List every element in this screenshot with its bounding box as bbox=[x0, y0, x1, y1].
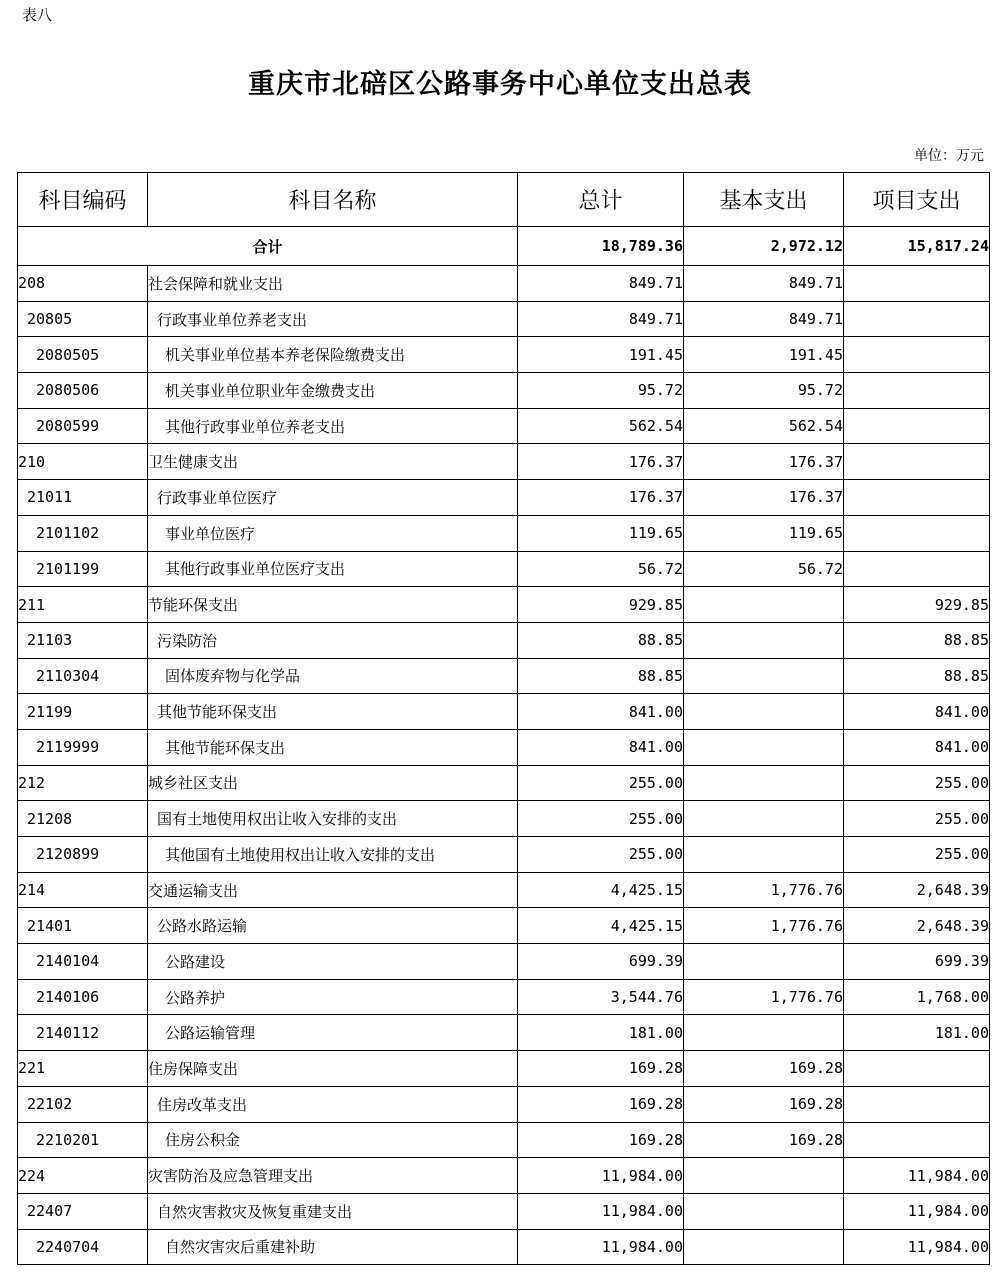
column-header-project: 项目支出 bbox=[844, 173, 990, 227]
row-project bbox=[844, 480, 990, 516]
row-code-text: 2080505 bbox=[36, 345, 100, 364]
row-basic bbox=[684, 1158, 844, 1194]
row-total: 191.45 bbox=[518, 337, 684, 373]
row-name bbox=[148, 908, 518, 944]
row-project: 255.00 bbox=[844, 801, 990, 837]
row-total: 95.72 bbox=[518, 373, 684, 409]
row-code-text: 2240704 bbox=[36, 1237, 100, 1256]
table-row bbox=[18, 301, 990, 337]
row-name bbox=[148, 1158, 518, 1194]
row-name-text: 住房保障支出 bbox=[148, 1059, 239, 1078]
row-code bbox=[18, 1051, 148, 1087]
row-code-text: 21199 bbox=[27, 702, 73, 721]
row-name bbox=[148, 801, 518, 837]
row-name bbox=[148, 765, 518, 801]
table-row bbox=[18, 765, 990, 801]
total-label: 合计 bbox=[18, 227, 518, 266]
row-name-text: 住房公积金 bbox=[165, 1131, 241, 1150]
row-code bbox=[18, 337, 148, 373]
row-basic bbox=[684, 944, 844, 980]
row-project bbox=[844, 515, 990, 551]
row-basic: 176.37 bbox=[684, 444, 844, 480]
row-code bbox=[18, 1015, 148, 1051]
column-header-total: 总计 bbox=[518, 173, 684, 227]
row-name-text: 其他节能环保支出 bbox=[157, 703, 278, 722]
row-name-text: 城乡社区支出 bbox=[148, 774, 239, 793]
row-code-text: 224 bbox=[18, 1166, 46, 1185]
row-code-text: 2120899 bbox=[36, 845, 100, 864]
row-code-text: 2080506 bbox=[36, 381, 100, 400]
row-total: 169.28 bbox=[518, 1051, 684, 1087]
row-name bbox=[148, 837, 518, 873]
row-code bbox=[18, 729, 148, 765]
table-row bbox=[18, 622, 990, 658]
column-header-basic: 基本支出 bbox=[684, 173, 844, 227]
row-code bbox=[18, 979, 148, 1015]
row-name-text: 其他行政事业单位养老支出 bbox=[165, 417, 346, 436]
row-total: 88.85 bbox=[518, 622, 684, 658]
row-total: 3,544.76 bbox=[518, 979, 684, 1015]
table-row bbox=[18, 551, 990, 587]
row-project: 88.85 bbox=[844, 622, 990, 658]
row-project bbox=[844, 444, 990, 480]
row-name bbox=[148, 944, 518, 980]
row-project: 2,648.39 bbox=[844, 872, 990, 908]
row-code bbox=[18, 658, 148, 694]
row-code bbox=[18, 551, 148, 587]
row-project: 255.00 bbox=[844, 837, 990, 873]
table-row bbox=[18, 729, 990, 765]
row-total: 841.00 bbox=[518, 729, 684, 765]
row-code bbox=[18, 444, 148, 480]
table-number-label: 表八 bbox=[22, 6, 53, 24]
page-title: 重庆市北碚区公路事务中心单位支出总表 bbox=[248, 69, 752, 100]
row-basic bbox=[684, 729, 844, 765]
row-total: 176.37 bbox=[518, 480, 684, 516]
row-name-text: 固体废弃物与化学品 bbox=[165, 667, 301, 686]
row-name-text: 卫生健康支出 bbox=[148, 453, 239, 472]
unit-label: 单位：万元 bbox=[914, 148, 984, 164]
row-name bbox=[148, 729, 518, 765]
row-basic: 562.54 bbox=[684, 408, 844, 444]
row-basic: 849.71 bbox=[684, 266, 844, 302]
row-basic: 1,776.76 bbox=[684, 908, 844, 944]
row-basic bbox=[684, 694, 844, 730]
row-code-text: 212 bbox=[18, 773, 46, 792]
row-name bbox=[148, 373, 518, 409]
row-name-text: 公路运输管理 bbox=[165, 1024, 256, 1043]
row-name-text: 事业单位医疗 bbox=[165, 524, 256, 543]
row-name-text: 污染防治 bbox=[157, 631, 218, 650]
row-code-text: 2101102 bbox=[36, 524, 100, 543]
row-total: 11,984.00 bbox=[518, 1158, 684, 1194]
row-code bbox=[18, 515, 148, 551]
row-code-text: 22407 bbox=[27, 1202, 73, 1221]
row-code bbox=[18, 408, 148, 444]
row-basic: 1,776.76 bbox=[684, 872, 844, 908]
row-project bbox=[844, 266, 990, 302]
row-code-text: 2101199 bbox=[36, 559, 100, 578]
row-name bbox=[148, 658, 518, 694]
row-project: 2,648.39 bbox=[844, 908, 990, 944]
row-code-text: 2210201 bbox=[36, 1130, 100, 1149]
table-row bbox=[18, 658, 990, 694]
row-basic bbox=[684, 622, 844, 658]
row-total: 841.00 bbox=[518, 694, 684, 730]
row-project: 88.85 bbox=[844, 658, 990, 694]
row-code-text: 221 bbox=[18, 1059, 46, 1078]
row-basic bbox=[684, 837, 844, 873]
row-project bbox=[844, 1122, 990, 1158]
table-row bbox=[18, 1015, 990, 1051]
table-row bbox=[18, 373, 990, 409]
row-project bbox=[844, 551, 990, 587]
table-row bbox=[18, 694, 990, 730]
expenditure-table bbox=[17, 172, 990, 1265]
row-name bbox=[148, 551, 518, 587]
row-code bbox=[18, 480, 148, 516]
row-project bbox=[844, 373, 990, 409]
row-name-text: 其他行政事业单位医疗支出 bbox=[165, 560, 346, 579]
table-row bbox=[18, 515, 990, 551]
row-basic bbox=[684, 1229, 844, 1265]
row-basic bbox=[684, 801, 844, 837]
row-project: 11,984.00 bbox=[844, 1193, 990, 1229]
row-code bbox=[18, 908, 148, 944]
row-name bbox=[148, 337, 518, 373]
row-basic bbox=[684, 1015, 844, 1051]
row-name bbox=[148, 1051, 518, 1087]
table-row bbox=[18, 587, 990, 623]
row-code-text: 2140104 bbox=[36, 952, 100, 971]
total-basic: 2,972.12 bbox=[684, 227, 844, 266]
row-project: 929.85 bbox=[844, 587, 990, 623]
row-code bbox=[18, 1122, 148, 1158]
table-row bbox=[18, 266, 990, 302]
row-code bbox=[18, 694, 148, 730]
table-row bbox=[18, 1051, 990, 1087]
row-name bbox=[148, 694, 518, 730]
row-name-text: 交通运输支出 bbox=[148, 881, 239, 900]
row-name-text: 公路养护 bbox=[165, 988, 226, 1007]
row-total: 11,984.00 bbox=[518, 1193, 684, 1229]
row-name bbox=[148, 1193, 518, 1229]
total-sum: 18,789.36 bbox=[518, 227, 684, 266]
row-name-text: 公路水路运输 bbox=[157, 917, 248, 936]
row-code-text: 2140112 bbox=[36, 1023, 100, 1042]
row-basic: 169.28 bbox=[684, 1122, 844, 1158]
row-code bbox=[18, 765, 148, 801]
row-total: 56.72 bbox=[518, 551, 684, 587]
row-code bbox=[18, 1193, 148, 1229]
row-name-text: 国有土地使用权出让收入安排的支出 bbox=[157, 810, 398, 829]
row-name bbox=[148, 408, 518, 444]
row-basic: 56.72 bbox=[684, 551, 844, 587]
row-basic: 169.28 bbox=[684, 1086, 844, 1122]
row-basic: 176.37 bbox=[684, 480, 844, 516]
row-name bbox=[148, 872, 518, 908]
row-project: 11,984.00 bbox=[844, 1158, 990, 1194]
table-row bbox=[18, 801, 990, 837]
row-total: 255.00 bbox=[518, 801, 684, 837]
row-basic: 119.65 bbox=[684, 515, 844, 551]
row-project bbox=[844, 1086, 990, 1122]
row-code bbox=[18, 373, 148, 409]
row-project: 255.00 bbox=[844, 765, 990, 801]
row-name-text: 自然灾害灾后重建补助 bbox=[165, 1238, 316, 1257]
row-name bbox=[148, 266, 518, 302]
row-code bbox=[18, 266, 148, 302]
table-row bbox=[18, 1086, 990, 1122]
row-total: 11,984.00 bbox=[518, 1229, 684, 1265]
row-code-text: 20805 bbox=[27, 310, 73, 329]
table-row bbox=[18, 444, 990, 480]
row-code-text: 21208 bbox=[27, 809, 73, 828]
row-total: 929.85 bbox=[518, 587, 684, 623]
row-basic: 1,776.76 bbox=[684, 979, 844, 1015]
row-name-text: 社会保障和就业支出 bbox=[148, 274, 284, 293]
row-total: 4,425.15 bbox=[518, 872, 684, 908]
row-name-text: 节能环保支出 bbox=[148, 596, 239, 615]
row-code bbox=[18, 872, 148, 908]
row-project: 181.00 bbox=[844, 1015, 990, 1051]
header-row bbox=[18, 173, 990, 227]
row-name bbox=[148, 622, 518, 658]
row-project bbox=[844, 408, 990, 444]
row-project: 1,768.00 bbox=[844, 979, 990, 1015]
row-name bbox=[148, 587, 518, 623]
row-project bbox=[844, 301, 990, 337]
row-basic bbox=[684, 1193, 844, 1229]
row-total: 176.37 bbox=[518, 444, 684, 480]
row-basic: 95.72 bbox=[684, 373, 844, 409]
row-project bbox=[844, 337, 990, 373]
row-code bbox=[18, 1158, 148, 1194]
row-code bbox=[18, 622, 148, 658]
row-code bbox=[18, 1229, 148, 1265]
row-code-text: 208 bbox=[18, 274, 46, 293]
table-row bbox=[18, 944, 990, 980]
column-header-code: 科目编码 bbox=[18, 173, 148, 227]
table-row bbox=[18, 837, 990, 873]
row-code bbox=[18, 801, 148, 837]
row-code-text: 214 bbox=[18, 881, 46, 900]
row-name bbox=[148, 444, 518, 480]
row-name-text: 公路建设 bbox=[165, 952, 226, 971]
row-project: 11,984.00 bbox=[844, 1229, 990, 1265]
row-total: 88.85 bbox=[518, 658, 684, 694]
row-name-text: 灾害防治及应急管理支出 bbox=[148, 1167, 314, 1186]
row-code bbox=[18, 837, 148, 873]
row-code bbox=[18, 587, 148, 623]
row-total: 562.54 bbox=[518, 408, 684, 444]
row-total: 699.39 bbox=[518, 944, 684, 980]
row-name-text: 机关事业单位基本养老保险缴费支出 bbox=[165, 346, 406, 365]
row-code bbox=[18, 944, 148, 980]
row-code-text: 21103 bbox=[27, 631, 73, 650]
row-project: 841.00 bbox=[844, 729, 990, 765]
row-name-text: 其他国有土地使用权出让收入安排的支出 bbox=[165, 845, 436, 864]
row-total: 4,425.15 bbox=[518, 908, 684, 944]
row-code-text: 2110304 bbox=[36, 666, 100, 685]
row-total: 849.71 bbox=[518, 301, 684, 337]
row-total: 119.65 bbox=[518, 515, 684, 551]
row-code-text: 2119999 bbox=[36, 738, 100, 757]
row-name bbox=[148, 1229, 518, 1265]
row-basic bbox=[684, 658, 844, 694]
row-name bbox=[148, 1015, 518, 1051]
row-name bbox=[148, 1122, 518, 1158]
row-name-text: 机关事业单位职业年金缴费支出 bbox=[165, 381, 376, 400]
row-project: 841.00 bbox=[844, 694, 990, 730]
table-row bbox=[18, 979, 990, 1015]
row-name-text: 行政事业单位医疗 bbox=[157, 488, 278, 507]
row-project bbox=[844, 1051, 990, 1087]
row-basic bbox=[684, 587, 844, 623]
row-code-text: 2080599 bbox=[36, 417, 100, 436]
row-name bbox=[148, 515, 518, 551]
row-total: 255.00 bbox=[518, 765, 684, 801]
table-row bbox=[18, 408, 990, 444]
row-name-text: 行政事业单位养老支出 bbox=[157, 310, 308, 329]
row-name bbox=[148, 301, 518, 337]
row-project: 699.39 bbox=[844, 944, 990, 980]
row-basic: 169.28 bbox=[684, 1051, 844, 1087]
row-total: 181.00 bbox=[518, 1015, 684, 1051]
total-project: 15,817.24 bbox=[844, 227, 990, 266]
table-row bbox=[18, 1193, 990, 1229]
row-code-text: 21401 bbox=[27, 916, 73, 935]
row-total: 849.71 bbox=[518, 266, 684, 302]
table-row bbox=[18, 872, 990, 908]
row-code bbox=[18, 301, 148, 337]
column-header-name: 科目名称 bbox=[148, 173, 518, 227]
table-row bbox=[18, 1229, 990, 1265]
row-name bbox=[148, 480, 518, 516]
row-total: 255.00 bbox=[518, 837, 684, 873]
row-total: 169.28 bbox=[518, 1086, 684, 1122]
table-row bbox=[18, 908, 990, 944]
table-row bbox=[18, 337, 990, 373]
row-code bbox=[18, 1086, 148, 1122]
table-row bbox=[18, 1122, 990, 1158]
row-name bbox=[148, 1086, 518, 1122]
row-basic: 191.45 bbox=[684, 337, 844, 373]
row-total: 169.28 bbox=[518, 1122, 684, 1158]
row-name bbox=[148, 979, 518, 1015]
table-row bbox=[18, 1158, 990, 1194]
row-code-text: 211 bbox=[18, 595, 46, 614]
row-code-text: 21011 bbox=[27, 488, 73, 507]
row-code-text: 2140106 bbox=[36, 988, 100, 1007]
row-basic bbox=[684, 765, 844, 801]
row-name-text: 自然灾害救灾及恢复重建支出 bbox=[157, 1202, 353, 1221]
table-row bbox=[18, 480, 990, 516]
row-basic: 849.71 bbox=[684, 301, 844, 337]
row-name-text: 其他节能环保支出 bbox=[165, 738, 286, 757]
total-row bbox=[18, 227, 990, 266]
row-code-text: 22102 bbox=[27, 1095, 73, 1114]
row-name-text: 住房改革支出 bbox=[157, 1095, 248, 1114]
row-code-text: 210 bbox=[18, 452, 46, 471]
